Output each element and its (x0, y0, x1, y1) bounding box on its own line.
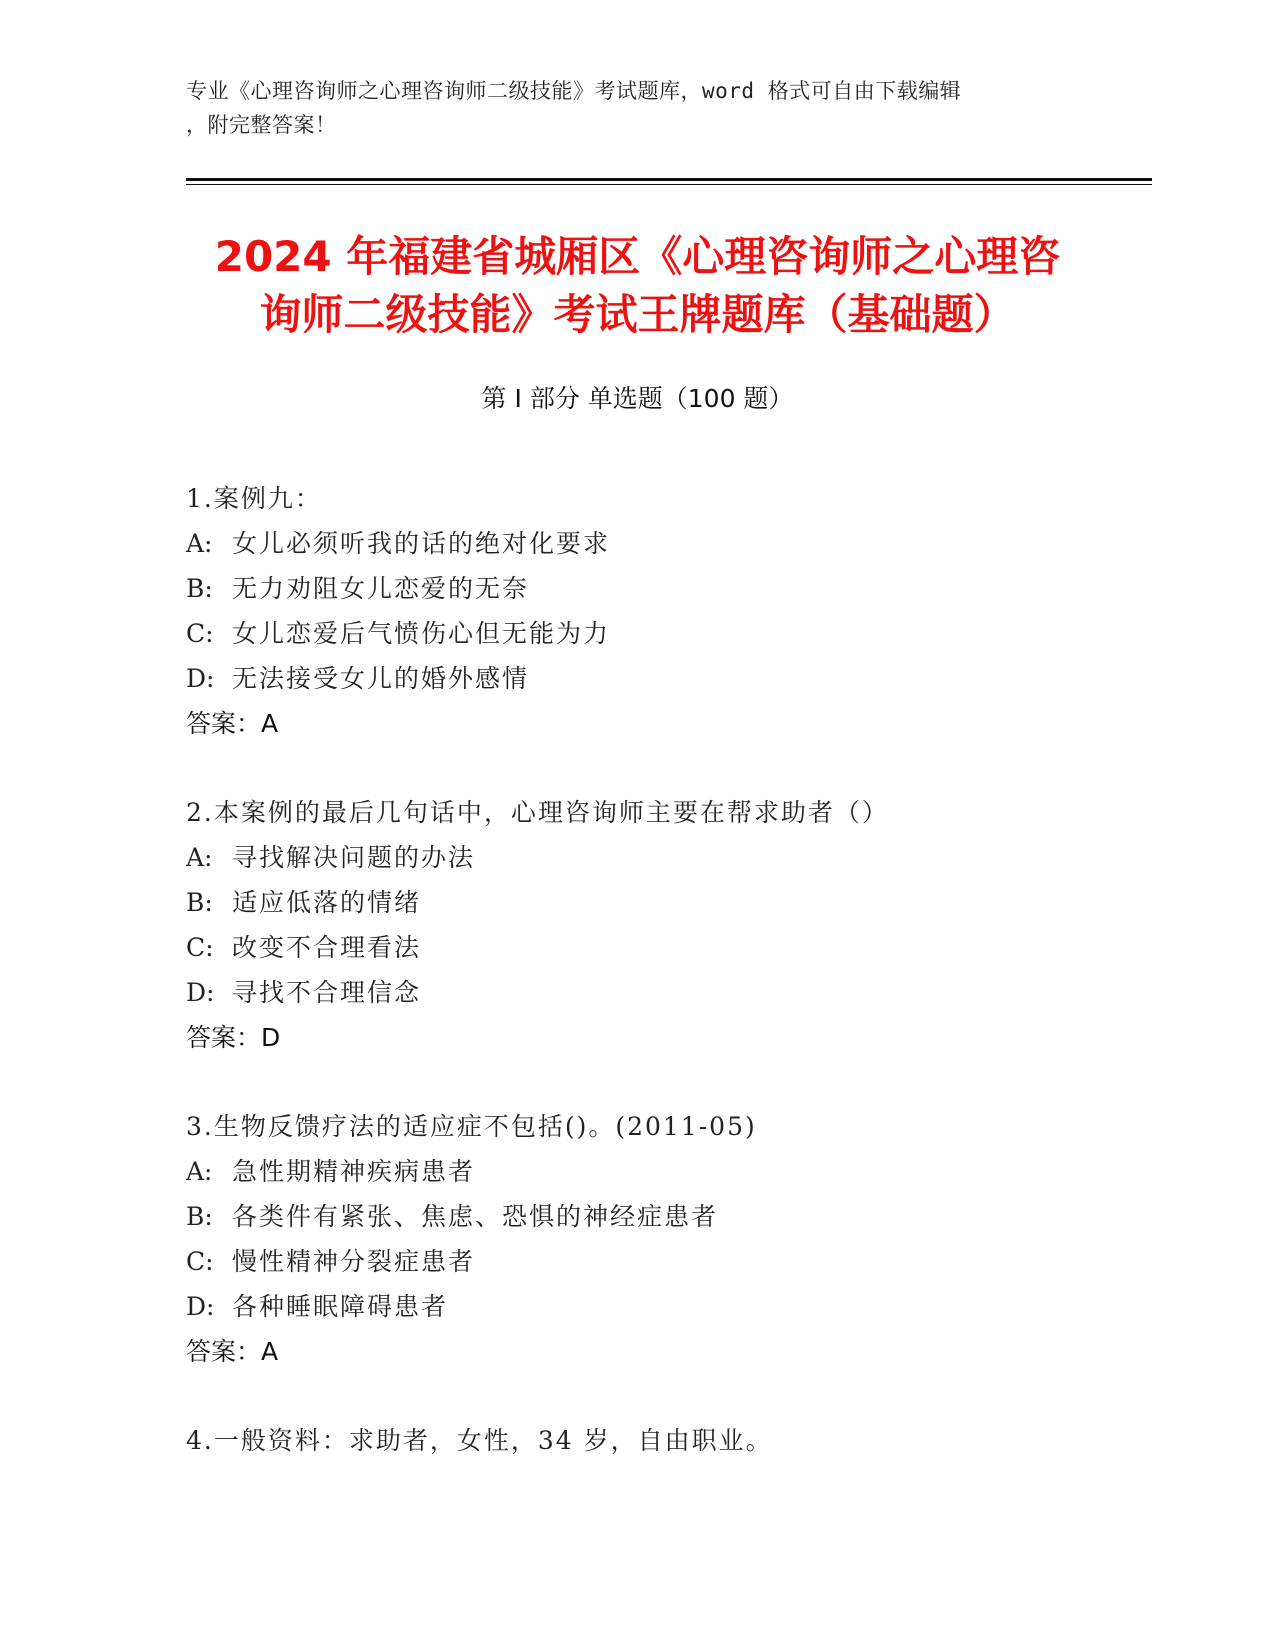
question-3 (186, 1104, 1146, 1374)
option-text: 适应低落的情绪 (232, 888, 422, 917)
header-note-line-1: 专业《心理咨询师之心理咨询师二级技能》考试题库，word 格式可自由下载编辑 (186, 79, 962, 103)
option-text: 无法接受女儿的婚外感情 (232, 664, 530, 693)
document-title-line-1: 2024 年福建省城厢区《心理咨询师之心理咨 (214, 232, 1061, 281)
question-stem: 3.生物反馈疗法的适应症不包括()。(2011-05) (186, 1112, 757, 1141)
document-title-line-2: 询师二级技能》考试王牌题库（基础题） (259, 290, 1016, 339)
question-stem: 4.一般资料：求助者，女性，34 岁，自由职业。 (186, 1426, 773, 1455)
option-a (186, 521, 1146, 566)
header-rule-thin (186, 184, 1152, 185)
option-c (186, 1239, 1146, 1284)
option-text: 女儿必须听我的话的绝对化要求 (232, 529, 611, 558)
option-key: A: (186, 843, 213, 872)
option-c (186, 611, 1146, 656)
option-d (186, 970, 1146, 1015)
header-note (186, 74, 1086, 142)
option-key: A: (186, 1157, 213, 1186)
option-text: 改变不合理看法 (232, 933, 422, 962)
option-text: 各种睡眠障碍患者 (232, 1292, 449, 1321)
option-key: C: (186, 619, 214, 648)
header-rule-thick (186, 178, 1152, 181)
option-text: 寻找解决问题的办法 (232, 843, 476, 872)
option-text: 各类件有紧张、焦虑、恐惧的神经症患者 (232, 1202, 719, 1231)
option-text: 寻找不合理信念 (232, 978, 422, 1007)
option-text: 慢性精神分裂症患者 (232, 1247, 476, 1276)
option-key: D: (186, 664, 215, 693)
header-note-line-2: ，附完整答案！ (186, 113, 337, 137)
question-stem: 1.案例九： (186, 484, 322, 513)
option-key: B: (186, 1202, 213, 1231)
option-c (186, 925, 1146, 970)
option-a (186, 835, 1146, 880)
question-1 (186, 476, 1146, 746)
option-key: A: (186, 529, 213, 558)
document-title (150, 228, 1125, 344)
option-key: D: (186, 978, 215, 1007)
option-key: C: (186, 1247, 214, 1276)
section-heading: 第 I 部分 单选题（100 题） (481, 384, 794, 413)
question-4 (186, 1418, 1146, 1463)
option-b (186, 880, 1146, 925)
option-b (186, 566, 1146, 611)
option-key: D: (186, 1292, 215, 1321)
option-b (186, 1194, 1146, 1239)
question-stem: 2.本案例的最后几句话中，心理咨询师主要在帮求助者（） (186, 798, 889, 827)
option-key: C: (186, 933, 214, 962)
answer: 答案：D (186, 1023, 281, 1052)
option-text: 女儿恋爱后气愤伤心但无能为力 (232, 619, 611, 648)
option-a (186, 1149, 1146, 1194)
question-list (186, 476, 1146, 1507)
option-d (186, 656, 1146, 701)
question-2 (186, 790, 1146, 1060)
option-text: 无力劝阻女儿恋爱的无奈 (232, 574, 530, 603)
option-key: B: (186, 888, 213, 917)
option-text: 急性期精神疾病患者 (232, 1157, 476, 1186)
option-d (186, 1284, 1146, 1329)
option-key: B: (186, 574, 213, 603)
answer: 答案：A (186, 709, 279, 738)
answer: 答案：A (186, 1337, 279, 1366)
